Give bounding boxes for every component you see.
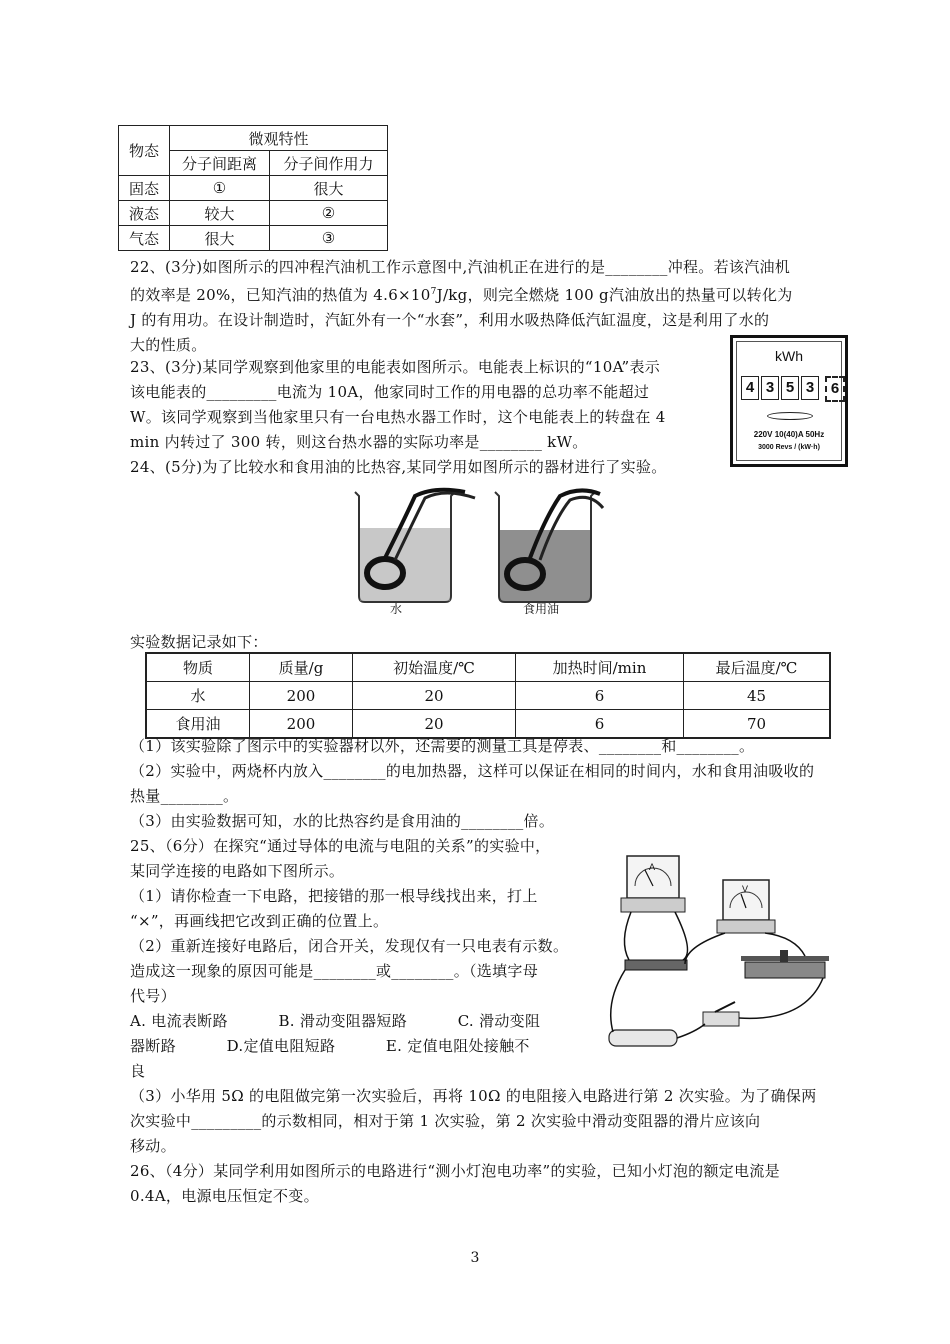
page-number: 3 [470,1250,480,1266]
q23-line: 该电能表的_________电流为 10A，他家同时工作的用电器的总功率不能超过 [130,383,650,401]
question-25-part3 [130,1084,848,1159]
q22-text: 的效率是 20%，已知汽油的热值为 4.6×10 [130,286,431,304]
meter-spec-voltage: 220V 10(40)A 50Hz [753,430,825,439]
table-cell: 6 [516,710,684,739]
q23-line: W。该同学观察到当他家里只有一台电热水器工作时，这个电能表上的转盘在 4 [130,408,666,426]
meter-digit: 3 [801,376,819,400]
cell-dist: 较大 [170,201,270,226]
table-cell: 20 [353,682,516,710]
q24-part2-cont: 热量________。 [130,787,239,805]
q22-text: J/kg，则完全燃烧 100 g汽油放出的热量可以转化为 [436,286,793,304]
q25-line: （3）小华用 5Ω 的电阻做完第一次实验后，再将 10Ω 的电阻接入电路进行第 2 次实验。为了确保两 [130,1087,817,1105]
table-row [146,682,830,710]
header-micro: 微观特性 [170,126,388,151]
q25-option-line: A. 电流表断路 B. 滑动变阻器短路 C. 滑动变阻 [130,1012,541,1030]
table-cell: 200 [250,710,353,739]
table-row [119,201,388,226]
q22-exponent: 7 [430,287,437,297]
meter-disc [767,412,813,420]
question-24-intro [130,455,730,480]
meter-decimal-digit: 6 [825,376,845,402]
q25-line: 造成这一现象的原因可能是________或________。（选填字母 [130,962,539,980]
cell-force: 很大 [270,176,388,201]
label-oil: 食用油 [523,602,560,616]
q25-line: 代号） [130,987,176,1005]
q23-line: min 内转过了 300 转，则这台热水器的实际功率是________ kW。 [130,433,588,451]
header-distance: 分子间距离 [170,151,270,176]
ammeter-label: A [649,862,656,872]
header-state: 物态 [119,126,170,176]
cell-state: 气态 [119,226,170,251]
table-cell: 水 [146,682,250,710]
circuit-figure [605,852,850,1052]
meter-digit: 3 [761,376,779,400]
q25-option-line: 良 [130,1062,146,1080]
q25-line: （1）请你检查一下电路，把接错的那一根导线找出来，打上 [130,887,538,905]
column-header: 质量/g [250,653,353,682]
meter-unit: kWh [775,348,803,364]
column-header: 物质 [146,653,250,682]
cell-force: ② [270,201,388,226]
energy-meter [730,335,848,467]
table-cell: 70 [684,710,831,739]
q24-part1: （1）该实验除了图示中的实验器材以外，还需要的测量工具是停表、________和________。 [130,737,755,755]
q25-line: 次实验中_________的示数相同，相对于第 1 次实验，第 2 次实验中滑动变阻器的滑片应该向 [130,1112,761,1130]
q24-part3: （3）由实验数据可知，水的比热容约是食用油的________倍。 [130,812,555,830]
question-25 [130,834,600,1084]
q22-line [130,280,848,308]
record-line: 实验数据记录如下： [130,633,268,651]
header-force: 分子间作用力 [270,151,388,176]
q22-line: J 的有用功。在设计制造时，汽缸外有一个“水套”，利用水吸热降低汽缸温度，这是利用了水的 [130,311,770,329]
meter-digits [741,376,845,402]
q22-line: 22、(3分)如图所示的四冲程汽油机工作示意图中,汽油机正在进行的是________冲程。若该汽油机 [130,258,791,276]
states-table [118,125,388,251]
q25-line: “×”，再画线把它改到正确的位置上。 [130,912,389,930]
meter-digit: 4 [741,376,759,400]
table-cell: 20 [353,710,516,739]
q24-line: 24、(5分)为了比较水和食用油的比热容,某同学用如图所示的器材进行了实验。 [130,458,667,476]
table-cell: 200 [250,682,353,710]
q25-line: （2）重新连接好电路后，闭合开关，发现仅有一只电表有示数。 [130,937,569,955]
column-header: 加热时间/min [516,653,684,682]
table-header-row [146,653,830,682]
beakers-illustration [345,478,605,618]
table-row [119,226,388,251]
q24-part2: （2）实验中，两烧杯内放入________的电加热器，这样可以保证在相同的时间内，水和食用油吸收的 [130,762,815,780]
question-24-subparts [130,734,848,834]
table-cell: 45 [684,682,831,710]
column-header: 最后温度/℃ [684,653,831,682]
cell-state: 固态 [119,176,170,201]
table-cell: 食用油 [146,710,250,739]
cell-state: 液态 [119,201,170,226]
q25-line: 移动。 [130,1137,176,1155]
q23-line: 23、(3分)某同学观察到他家里的电能表如图所示。电能表上标识的“10A”表示 [130,358,661,376]
cell-dist: 很大 [170,226,270,251]
question-26 [130,1159,848,1209]
question-23 [130,355,730,455]
meter-spec-revs: 3000 Revs / (kW·h) [758,444,820,451]
beakers-figure [345,478,605,618]
column-header: 初始温度/℃ [353,653,516,682]
q25-option-line: 器断路 D.定值电阻短路 E. 定值电阻处接触不 [130,1037,530,1055]
label-water: 水 [390,602,403,616]
experiment-table [145,652,831,739]
table-cell: 6 [516,682,684,710]
q25-line: 25、（6分）在探究“通过导体的电流与电阻的关系”的实验中， [130,837,551,855]
cell-dist: ① [170,176,270,201]
meter-digit: 5 [781,376,799,400]
q25-line: 某同学连接的电路如下图所示。 [130,862,345,880]
q22-line: 大的性质。 [130,336,207,354]
q26-line: 0.4A，电源电压恒定不变。 [130,1187,319,1205]
table-row [119,176,388,201]
cell-force: ③ [270,226,388,251]
circuit-illustration [605,852,850,1052]
q26-line: 26、（4分）某同学利用如图所示的电路进行“测小灯泡电功率”的实验，已知小灯泡的额定电流是 [130,1162,780,1180]
voltmeter-label: V [742,884,749,894]
